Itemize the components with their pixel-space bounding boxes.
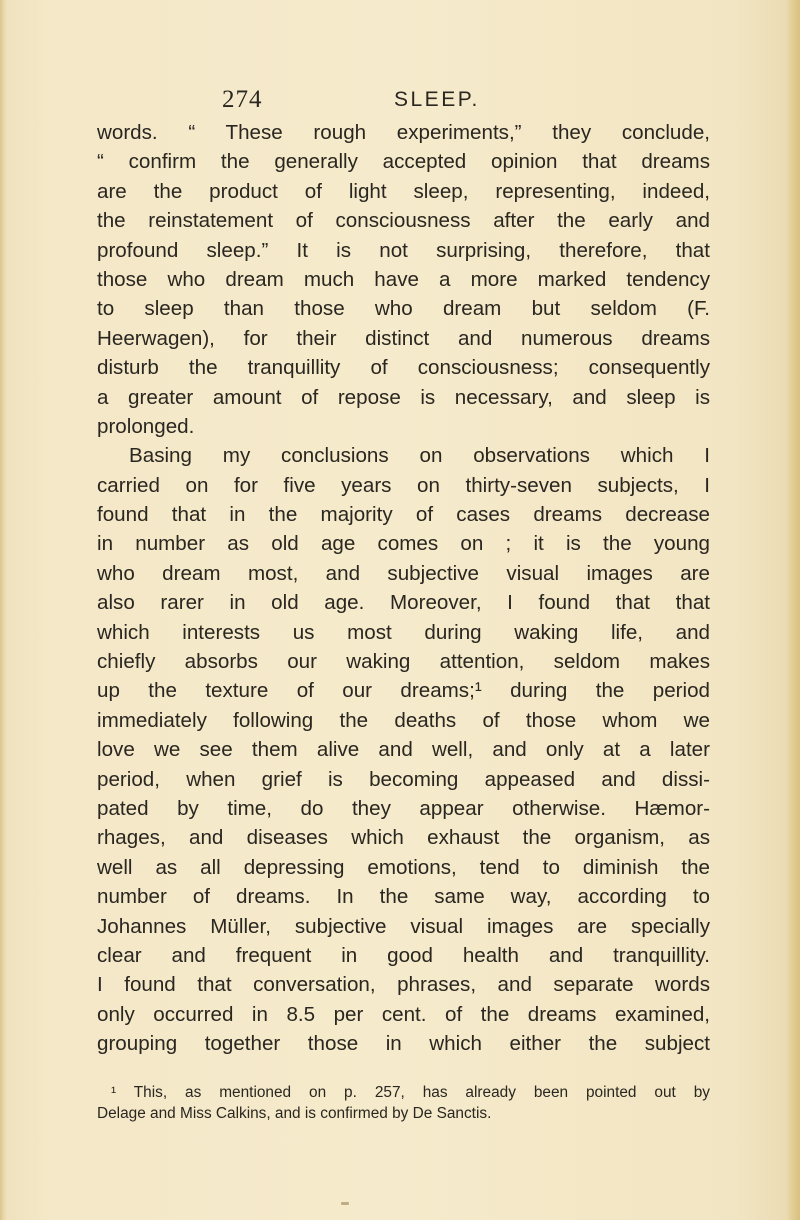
text-line: immediately following the deaths of those whom we bbox=[97, 708, 710, 732]
page-number: 274 bbox=[222, 86, 263, 113]
text-line: prolonged. bbox=[97, 414, 195, 438]
text-line: are the product of light sleep, representing, indeed, bbox=[97, 179, 710, 203]
text-line: found that in the majority of cases dreams decrease bbox=[97, 503, 710, 527]
text-line: well as all depressing emotions, tend to diminish the bbox=[97, 855, 710, 879]
text-line: period, when grief is becoming appeased and dissi- bbox=[97, 767, 710, 791]
text-line: number of dreams. In the same way, according to bbox=[97, 885, 710, 909]
body-text bbox=[97, 118, 710, 1059]
text-line: who dream most, and subjective visual images are bbox=[97, 561, 710, 585]
text-line: in number as old age comes on ; it is the young bbox=[97, 532, 710, 556]
page-header bbox=[222, 86, 622, 116]
text-line: to sleep than those who dream but seldom (F. bbox=[97, 297, 710, 321]
text-line: profound sleep.” It is not surprising, therefore, that bbox=[97, 238, 710, 262]
text-line: also rarer in old age. Moreover, I found that that bbox=[97, 591, 710, 615]
text-line: up the texture of our dreams;¹ during the period bbox=[97, 679, 710, 703]
text-line: clear and frequent in good health and tranquillity. bbox=[97, 943, 710, 967]
text-line: chiefly absorbs our waking attention, seldom makes bbox=[97, 650, 710, 674]
text-line: Heerwagen), for their distinct and numerous dreams bbox=[97, 326, 710, 350]
page-left-edge bbox=[0, 0, 7, 1220]
text-line: a greater amount of repose is necessary, and sleep is bbox=[97, 385, 710, 409]
text-line: pated by time, do they appear otherwise. Hæmor- bbox=[97, 796, 710, 820]
text-line: Basing my conclusions on observations which I bbox=[129, 444, 710, 468]
footnote-line: Delage and Miss Calkins, and is confirmed by De Sanctis. bbox=[97, 1105, 492, 1122]
running-head: SLEEP. bbox=[394, 88, 480, 111]
text-line: only occurred in 8.5 per cent. of the dreams examined, bbox=[97, 1002, 710, 1026]
text-line: words. “ These rough experiments,” they conclude, bbox=[97, 121, 710, 144]
text-line: “ confirm the generally accepted opinion that dreams bbox=[97, 150, 710, 174]
text-line: disturb the tranquillity of consciousness; consequently bbox=[97, 356, 710, 380]
text-line: love we see them alive and well, and only at a later bbox=[97, 738, 710, 762]
text-line: I found that conversation, phrases, and separate words bbox=[97, 973, 710, 997]
footnotes bbox=[97, 1082, 710, 1124]
text-line: rhages, and diseases which exhaust the organism, as bbox=[97, 826, 710, 850]
footnote-line: ¹ This, as mentioned on p. 257, has already been pointed out by bbox=[111, 1084, 710, 1101]
text-line: which interests us most during waking life, and bbox=[97, 620, 710, 644]
text-line: those who dream much have a more marked tendency bbox=[97, 267, 710, 291]
text-line: grouping together those in which either the subject bbox=[97, 1032, 710, 1056]
text-line: the reinstatement of consciousness after the early and bbox=[97, 209, 710, 233]
page-right-edge bbox=[786, 0, 800, 1220]
page-speck bbox=[341, 1202, 349, 1205]
text-line: Johannes Müller, subjective visual images are specially bbox=[97, 914, 710, 938]
text-line: carried on for five years on thirty-seven subjects, I bbox=[97, 473, 710, 497]
